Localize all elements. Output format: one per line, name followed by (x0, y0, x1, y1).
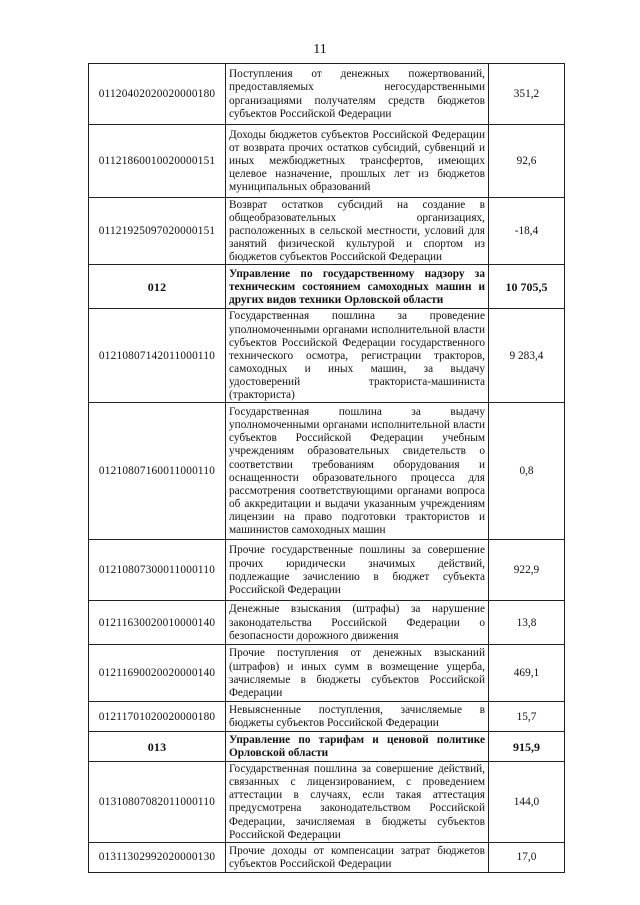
table-row (89, 762, 565, 843)
revenue-amount: 144,0 (489, 762, 565, 843)
revenue-description: Возврат остатков субсидий на создание в общеобразовательных организациях, расположенных в сельской местности, условий для занятий физической культурой и спортом из бюджетов субъектов Российской Федерации (226, 198, 489, 265)
revenue-code: 01120402020020000180 (89, 64, 226, 125)
revenue-amount: 92,6 (489, 125, 565, 198)
revenue-amount: 15,7 (489, 702, 565, 732)
department-code: 012 (89, 265, 226, 309)
revenue-amount: -18,4 (489, 198, 565, 265)
department-name: Управление по государственному надзору за техническим состоянием самоходных машин и других видов техники Орловской области (226, 265, 489, 309)
table-row (89, 198, 565, 265)
table-row (89, 403, 565, 540)
revenue-code: 01210807300011000110 (89, 540, 226, 601)
revenue-description: Доходы бюджетов субъектов Российской Федерации от возврата прочих остатков субсидий, субвенций и иных межбюджетных трансфертов, имеющих целевое назначение, прошлых лет из бюджетов муниципальных образований (226, 125, 489, 198)
revenue-code: 01121860010020000151 (89, 125, 226, 198)
revenue-description: Прочие поступления от денежных взысканий (штрафов) и иных сумм в возмещение ущерба, зачисляемые в бюджеты субъектов Российской Федерации (226, 645, 489, 702)
revenue-description: Прочие государственные пошлины за совершение прочих юридически значимых действий, подлежащие зачислению в бюджет субъекта Российской Федерации (226, 540, 489, 601)
revenue-description: Денежные взыскания (штрафы) за нарушение законодательства Российской Федерации о безопасности дорожного движения (226, 601, 489, 645)
table-row (89, 64, 565, 125)
table-row (89, 645, 565, 702)
department-header-row (89, 265, 565, 309)
table-row (89, 601, 565, 645)
revenue-amount: 469,1 (489, 645, 565, 702)
table-row (89, 125, 565, 198)
department-total: 10 705,5 (489, 265, 565, 309)
revenue-amount: 922,9 (489, 540, 565, 601)
revenue-code: 01211690020020000140 (89, 645, 226, 702)
revenue-code: 01210807142011000110 (89, 309, 226, 403)
revenue-amount: 0,8 (489, 403, 565, 540)
budget-revenue-table (88, 63, 565, 873)
revenue-description: Государственная пошлина за совершение действий, связанных с лицензированием, с проведением аттестации в случаях, если такая аттестация предусмотрена законодательством Российской Федерации, зачисляемая в бюджеты субъектов Российской Федерации (226, 762, 489, 843)
revenue-amount: 13,8 (489, 601, 565, 645)
revenue-code: 01311302992020000130 (89, 842, 226, 872)
revenue-amount: 351,2 (489, 64, 565, 125)
revenue-amount: 17,0 (489, 842, 565, 872)
table-row (89, 702, 565, 732)
department-total: 915,9 (489, 732, 565, 762)
revenue-code: 01121925097020000151 (89, 198, 226, 265)
revenue-code: 01210807160011000110 (89, 403, 226, 540)
revenue-amount: 9 283,4 (489, 309, 565, 403)
revenue-description: Поступления от денежных пожертвований, предоставляемых негосударственными организациями получателям средств бюджетов субъектов Российской Федерации (226, 64, 489, 125)
department-header-row (89, 732, 565, 762)
table-row (89, 842, 565, 872)
page-number: 11 (313, 42, 327, 57)
revenue-code: 01211630020010000140 (89, 601, 226, 645)
department-code: 013 (89, 732, 226, 762)
revenue-description: Прочие доходы от компенсации затрат бюджетов субъектов Российской Федерации (226, 842, 489, 872)
revenue-description: Государственная пошлина за проведение уполномоченными органами исполнительной власти субъектов Российской Федерации государственного технического осмотра, регистрации тракторов, самоходных и иных машин, за выдачу удостоверений тракториста-машиниста (тракториста) (226, 309, 489, 403)
revenue-code: 01211701020020000180 (89, 702, 226, 732)
revenue-code: 01310807082011000110 (89, 762, 226, 843)
table-row (89, 309, 565, 403)
table-row (89, 540, 565, 601)
revenue-description: Государственная пошлина за выдачу уполномоченными органами исполнительной власти субъектов Российской Федерации учебным учреждениям образовательных свидетельств о соответствии требованиям оборудования и оснащенности образовательного процесса для рассмотрения соответствующими органами вопроса об аккредитации и выдачи указанным учреждениям лицензии на право подготовки трактористов и машинистов самоходных машин (226, 403, 489, 540)
department-name: Управление по тарифам и ценовой политике Орловской области (226, 732, 489, 762)
revenue-description: Невыясненные поступления, зачисляемые в бюджеты субъектов Российской Федерации (226, 702, 489, 732)
